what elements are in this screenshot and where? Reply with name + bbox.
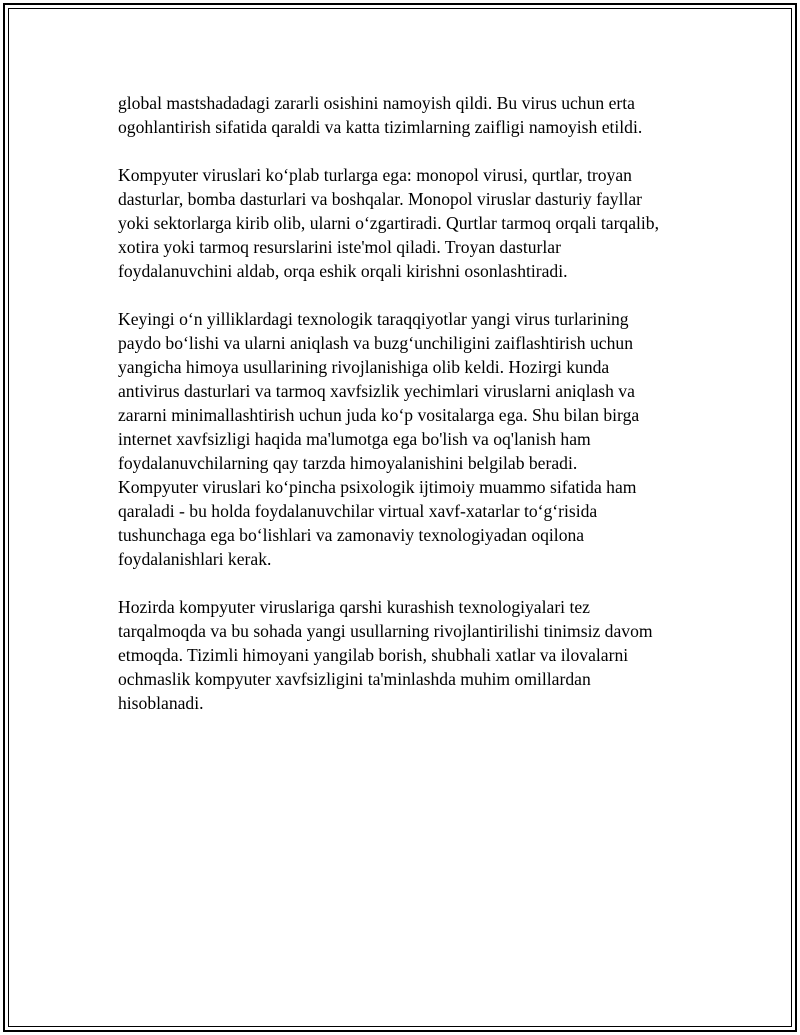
text-line: etmoqda. Tizimli himoyani yangilab borish, shubhali xatlar va ilovalarni	[118, 645, 629, 665]
text-line: qaraladi - bu holda foydalanuvchilar virtual xavf-xatarlar to‘g‘risida	[118, 501, 598, 521]
text-line: internet xavfsizligi haqida ma'lumotga ega bo'lish va oq'lanish ham	[118, 429, 591, 449]
text-line: global mastshadadagi zararli osishini namoyish qildi. Bu virus uchun erta	[118, 93, 635, 113]
text-line: tushunchaga ega bo‘lishlari va zamonaviy texnologiyadan oqilona	[118, 525, 585, 545]
text-line: hisoblanadi.	[118, 693, 204, 713]
text-line: Kompyuter viruslari ko‘plab turlarga ega: monopol virusi, qurtlar, troyan	[118, 165, 632, 185]
text-line: Kompyuter viruslari ko‘pincha psixologik ijtimoiy muammo sifatida ham	[118, 477, 637, 497]
paragraph-3	[118, 307, 698, 571]
paragraph-1	[118, 91, 698, 139]
text-line: zararni minimallashtirish uchun juda ko‘p vositalarga ega. Shu bilan birga	[118, 405, 640, 425]
text-line: paydo bo‘lishi va ularni aniqlash va buzg‘unchiligini zaiflashtirish uchun	[118, 333, 633, 353]
document-body	[118, 91, 698, 739]
text-line: ochmaslik kompyuter xavfsizligini ta'minlashda muhim omillardan	[118, 669, 591, 689]
text-line: dasturlar, bomba dasturlari va boshqalar. Monopol viruslar dasturiy fayllar	[118, 189, 643, 209]
text-line: antivirus dasturlari va tarmoq xavfsizlik yechimlari viruslarni aniqlash va	[118, 381, 635, 401]
paragraph-2	[118, 163, 698, 283]
text-line: yangicha himoya usullarining rivojlanishiga olib keldi. Hozirgi kunda	[118, 357, 610, 377]
text-line: yoki sektorlarga kirib olib, ularni o‘zgartiradi. Qurtlar tarmoq orqali tarqalib,	[118, 213, 660, 233]
text-line: foydalanishlari kerak.	[118, 549, 272, 569]
text-line: ogohlantirish sifatida qaraldi va katta tizimlarning zaifligi namoyish etildi.	[118, 117, 643, 137]
text-line: tarqalmoqda va bu sohada yangi usullarning rivojlantirilishi tinimsiz davom	[118, 621, 653, 641]
text-line: Hozirda kompyuter viruslariga qarshi kurashish texnologiyalari tez	[118, 597, 590, 617]
text-line: Keyingi o‘n yilliklardagi texnologik taraqqiyotlar yangi virus turlarining	[118, 309, 629, 329]
text-line: foydalanuvchini aldab, orqa eshik orqali kirishni osonlashtiradi.	[118, 261, 568, 281]
paragraph-4	[118, 595, 698, 715]
text-line: foydalanuvchilarning qay tarzda himoyalanishini belgilab beradi.	[118, 453, 578, 473]
text-line: xotira yoki tarmoq resurslarini iste'mol qiladi. Troyan dasturlar	[118, 237, 561, 257]
